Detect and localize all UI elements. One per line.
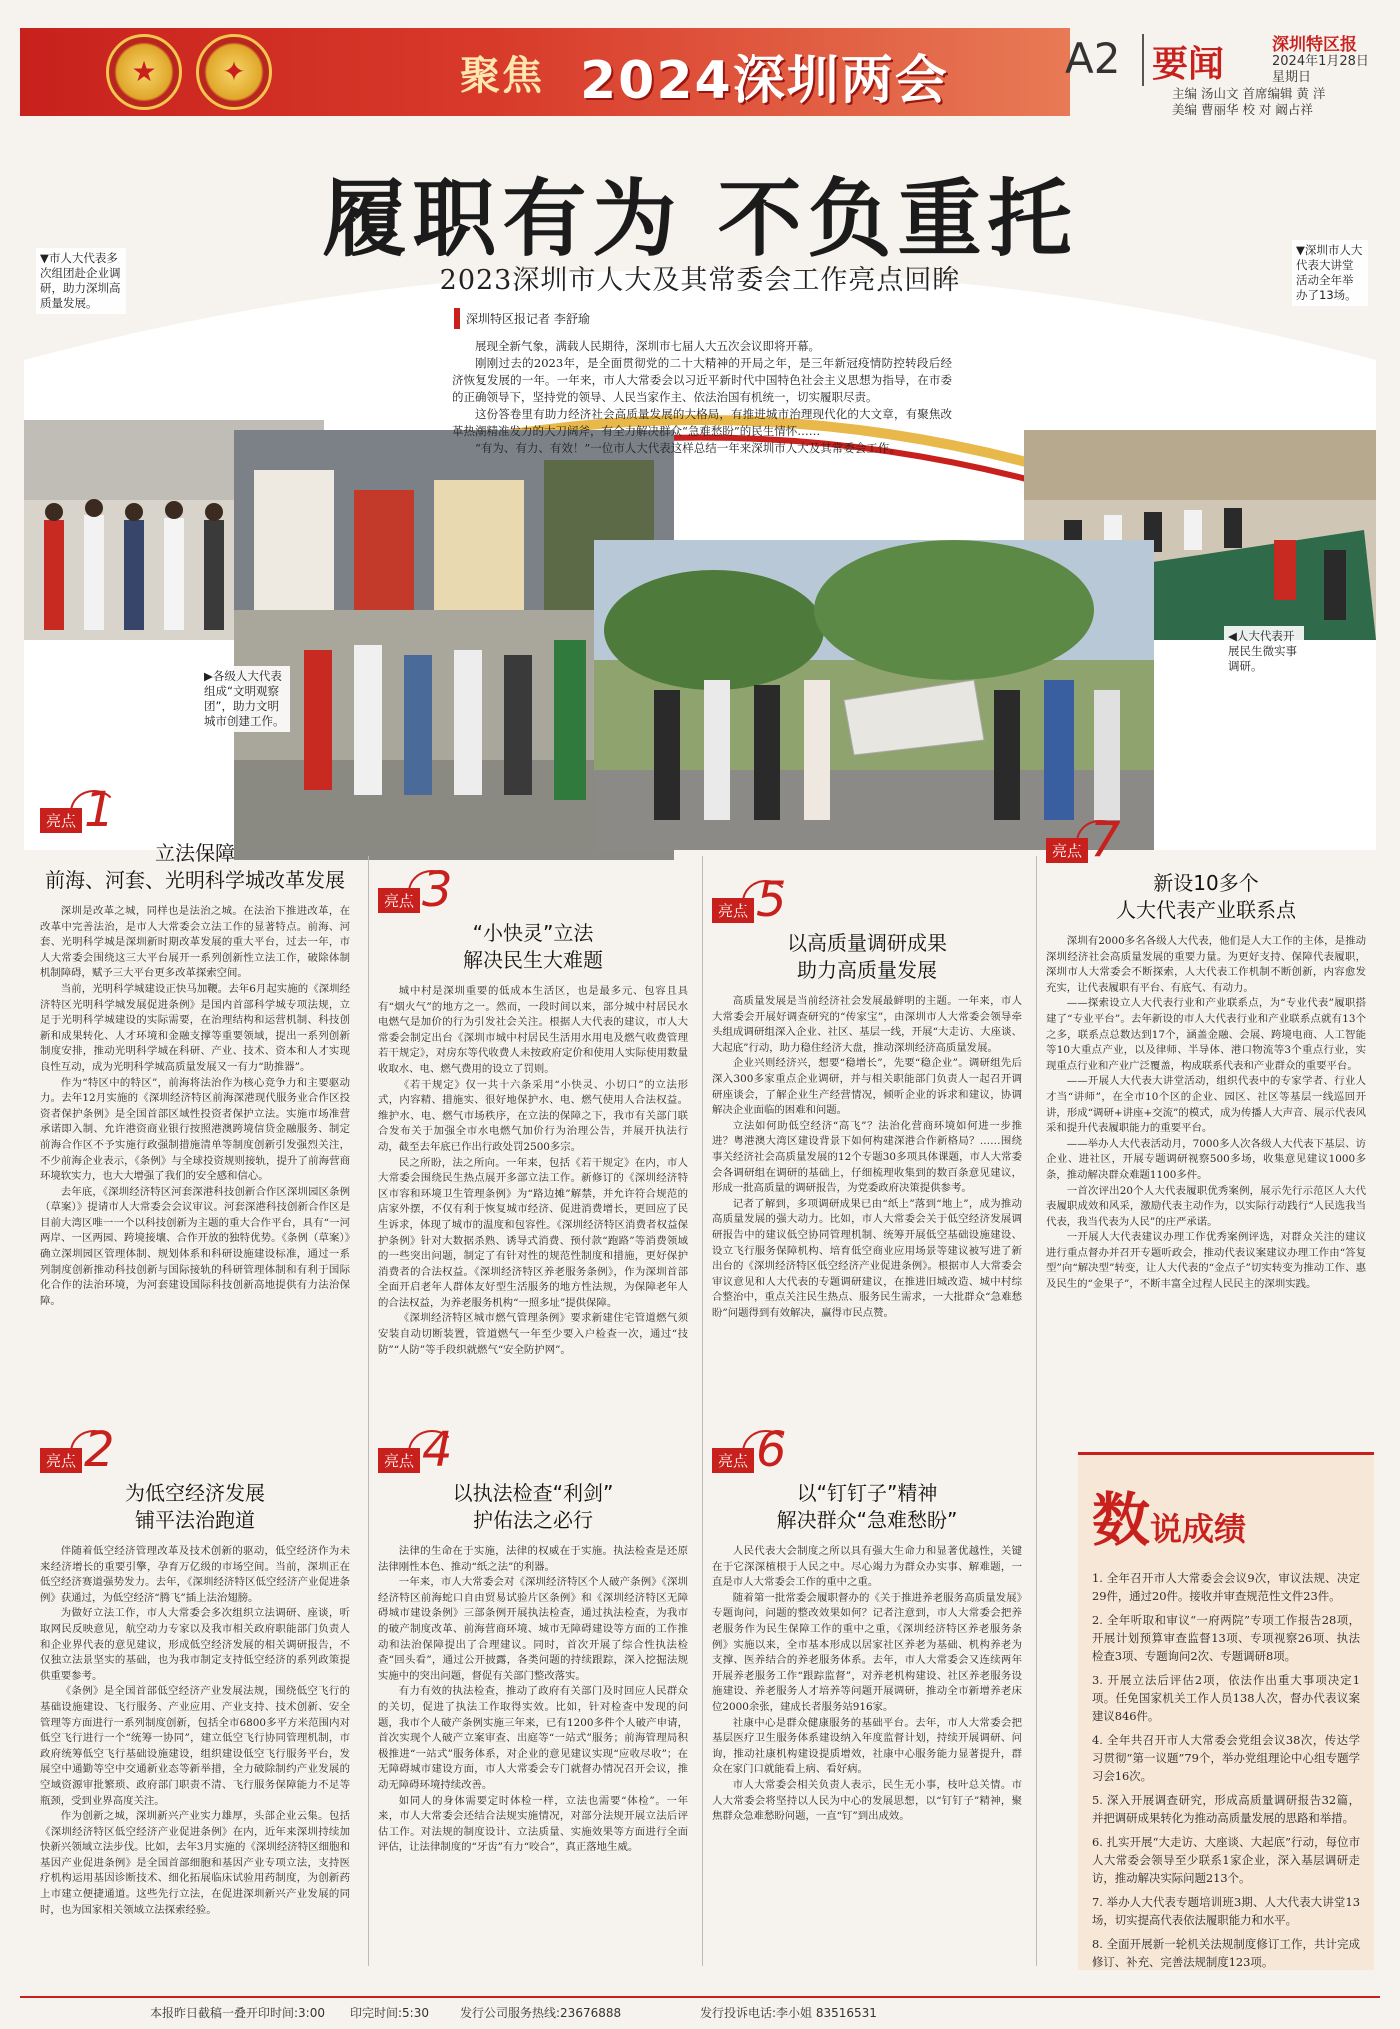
intro-paragraph: 展现全新气象，满载人民期待，深圳市七届人大五次会议即将开幕。 <box>475 339 820 353</box>
stats-item: 6. 扎实开展“大走访、大座谈、大起底”行动，每位市人大常委会领导至少联系1家企业，深入基层调研走访，推动解决实际问题213个。 <box>1092 1835 1360 1885</box>
article-paragraph: ——探索设立人大代表行业和产业联系点，为“专业代表”履职搭建了“专业平台”。去年新设的市人大代表行业和产业联系点就有13个之多，联系点总数达到17个，涵盖金融、会展、跨境电商、人工智能等10大重点产业，以及律师、半导体、港口物流等3个重点行业，实现重点行业和产业广泛覆盖，构成联系代表和产业群众的重要平台。 <box>1046 997 1366 1072</box>
highlight-label: 亮点 <box>40 1448 82 1473</box>
article-title <box>378 1480 688 1534</box>
article-paragraph: 立法如何助低空经济“高飞”？法治化营商环境如何进一步推进？粤港澳大湾区建设背景下如何构建深港合作新格局？……围绕事关经济社会高质量发展的12个专题30多项具体课题，市人大常委会各调研组在调研的基础上，仔细梳理收集到的数百条意见建议，形成一批高质量的调研报告，为党委政府决策提供参考。 <box>712 1119 1022 1195</box>
article-body <box>40 1544 350 1918</box>
article-title <box>712 930 1022 984</box>
highlight-badge <box>1046 812 1366 868</box>
highlight-article <box>378 862 688 1358</box>
article-body <box>40 904 350 1309</box>
article-title-line: 人大代表产业联系点 <box>1116 898 1296 922</box>
stats-item: 5. 深入开展调查研究，形成高质量调研报告32篇，并把调研成果转化为推动高质量发展的思路和举措。 <box>1092 1793 1360 1825</box>
highlight-article <box>1046 812 1366 1293</box>
article-paragraph: 深圳是改革之城，同样也是法治之城。在法治下推进改革，在改革中完善法治，是市人大常委会立法工作的显著特点。前海、河套、光明科学城是深圳新时期改革发展的重大平台，过去一年，市人大常委会围绕这三大平台展开一系列创新性立法工作，破除体制机制障碍，赋予三大平台更多改革探索空间。 <box>40 905 350 980</box>
highlight-badge <box>712 872 1022 928</box>
article-body <box>712 1544 1022 1825</box>
article-title <box>712 1480 1022 1534</box>
highlight-article <box>40 1422 350 1918</box>
article-paragraph: 民之所盼，法之所向。一年来，包括《若干规定》在内，市人大常委会围绕民生热点展开多部立法工作。新修订的《深圳经济特区市容和环境卫生管理条例》为“路边摊”解禁，并允许符合规范的店家外摆，不仅有利于恢复城市经济、促进消费增长，更回应了民生诉求，体现了城市的温度和包容性。《深圳经济特区消费者权益保护条例》针对大数据杀熟、诱导式消费、预付款“跑路”等消费领域的一些突出问题，制定了有针对性的规范性制度和措施，更好保护消费者的合法权益。《深圳经济特区养老服务条例》，作为深圳首部全面开启老年人群体友好型生活服务的地方性法规，为保障老年人的合法权益，为养老服务机构“一照多址”提供保障。 <box>378 1156 688 1309</box>
highlight-label: 亮点 <box>712 1448 754 1473</box>
article-body <box>378 1544 688 1856</box>
issue-date: 2024年1月28日 <box>1272 54 1369 69</box>
intro-paragraph: 这份答卷里有助力经济社会高质量发展的大格局，有推进城市治理现代化的大文章，有聚焦改革热潮精准发力的大刀阔斧，有全力解决群众“急难愁盼”的民生情怀…… <box>452 407 952 438</box>
article-paragraph: 去年底，《深圳经济特区河套深港科技创新合作区深圳园区条例（草案）》提请市人大常委会会议审议。河套深港科技创新合作区是目前大湾区唯一一个以科技创新为主题的重大合作平台，具有“一河两岸、一区两园、跨境接壤、合作开放的独特优势。《条例（草案）》确立深圳园区管理体制、规划体系和科研设施建设标准，通过一系列制度创新推动科技创新与国际接轨的科研管理体制和有利于国际化合作的法治环境，为河套建设国际科技创新高地提供有力法治保障。 <box>40 1185 350 1307</box>
article-title-line: 以高质量调研成果 <box>787 931 947 955</box>
section-title: 2024深圳两会 <box>580 51 949 111</box>
stats-title: 数说成绩 <box>1092 1486 1247 1554</box>
highlight-badge <box>378 862 688 918</box>
article-paragraph: 一首次评出20个人大代表履职优秀案例，展示先行示范区人大代表履职成效和风采，激励代表主动作为，以实际行动践行“人民选我当代表，我当代表为人民”的庄严承诺。 <box>1046 1184 1366 1228</box>
article-title-line: 解决群众“急难愁盼” <box>776 1508 958 1532</box>
footer-print-end: 印完时间:5:30 <box>350 2006 429 2020</box>
page-headline: 履职有为 不负重托 <box>322 170 1078 268</box>
article-paragraph: 法律的生命在于实施，法律的权威在于实施。执法检查是还原法律刚性本色、推动“纸之法”的利器。 <box>378 1545 688 1573</box>
article-title <box>378 920 688 974</box>
article-title-line: 立法保障 <box>155 841 235 865</box>
footer-service-line: 发行公司服务热线:23676888 <box>460 2006 622 2020</box>
intro-text <box>452 338 952 457</box>
stats-item: 4. 全年共召开市人大常委会党组会议38次，传达学习贯彻“第一议题”79个，举办党组理论中心组专题学习会16次。 <box>1092 1733 1360 1783</box>
article-title-line: 护佑法之必行 <box>473 1508 593 1532</box>
caption-right: ▼深圳市人大代表大讲堂活动全年举办了13场。 <box>1292 240 1368 306</box>
footer-complaint-line: 发行投诉电话:李小姐 83516531 <box>700 2006 877 2020</box>
highlight-number: 7 <box>1090 812 1121 868</box>
article-paragraph: 《若干规定》仅一共十六条采用“小快灵、小切口”的立法形式，内容精、措施实、很好地保护水、电、燃气使用人合法权益。维护水、电、燃气市场秩序，在立法的保障之下，我市有关部门联合发布关于加强全市水电燃气加价行为治理公告，并展开执法行动，截至去年底已作出行政处罚2500多宗。 <box>378 1078 688 1153</box>
highlight-number: 5 <box>756 872 787 928</box>
article-paragraph: ——开展人大代表大讲堂活动，组织代表中的专家学者、行业人才当“讲师”，在全市10个区的企业、园区、社区等基层一线巡回开讲，形成“调研+讲座+交流”的模式，成为传播人大声音、展示代表风采和提升代表履职能力的重要平台。 <box>1046 1075 1366 1135</box>
article-paragraph: 社康中心是群众健康服务的基础平台。去年，市人大常委会把基层医疗卫生服务体系建设纳入年度监督计划，持续开展调研、问询，推动社康机构建设提质增效，社康中心服务能力显著提升，群众在家门口就能看上病、看好病。 <box>712 1716 1022 1776</box>
editor-credits: 主编 汤山文 首席编辑 黄 洋 美编 曹丽华 校 对 阚占祥 <box>1172 86 1326 117</box>
highlight-label: 亮点 <box>378 1448 420 1473</box>
caption-mid: ▶各级人大代表组成“文明观察团”，助力文明城市创建工作。 <box>200 666 290 732</box>
stats-item: 8. 全面开展新一轮机关法规制度修订工作，共计完成修订、补充、完善法规制度123项。 <box>1092 1937 1360 1969</box>
issue-weekday: 星期日 <box>1272 70 1312 85</box>
article-paragraph: 一年来，市人大常委会对《深圳经济特区个人破产条例》《深圳经济特区前海蛇口自由贸易试验片区条例》和《深圳经济特区无障碍城市建设条例》三部条例开展执法检查，通过执法检查，为我市的破产制度改革、前海营商环境、城市无障碍建设等方面的工作推动和法治保障提出了合理建议。同时，首次开展了综合性执法检查“回头看”，通过公开披露，各类问题的持续跟踪，深入挖掘法规实施中的突出问题，督促有关部门整改落实。 <box>378 1576 688 1682</box>
page-number: A2 <box>1065 34 1121 83</box>
article-paragraph: 市人大常委会相关负责人表示，民生无小事，枝叶总关情。市人大常委会将坚持以人民为中心的发展思想，以“钉钉子”精神，聚焦群众急难愁盼问题，一直“钉”到出成效。 <box>712 1778 1022 1823</box>
footer-print-start: 本报昨日截稿一叠开印时间:3:00 <box>150 2006 325 2020</box>
photo-collage <box>24 210 1376 850</box>
article-paragraph: 城中村是深圳重要的低成本生活区，也是最多元、包容且具有“烟火气”的地方之一。然而，一段时间以来，部分城中村居民水电燃气是加价的行为引发社会关注。根据人大代表的建议，市人大常委会制定出台《深圳市城中村居民生活用水用电及燃气收费管理若干规定》，对房东等代收费人未按政府定价和使用人实际使用数量收取水、电、燃气费用的设立了罚则。 <box>378 985 688 1075</box>
article-title-line: 为低空经济发展 <box>125 1481 265 1505</box>
article-paragraph: 《深圳经济特区城市燃气管理条例》要求新建住宅管道燃气须安装自动切断装置，管道燃气一年至少要入户检查一次，通过“技防”“人防”等手段织就燃气“安全防护网”。 <box>378 1312 688 1356</box>
intro-paragraph: 刚刚过去的2023年，是全面贯彻党的二十大精神的开局之年，是三年新冠疫情防控转段后经济恢复发展的一年。一年来，市人大常委会以习近平新时代中国特色社会主义思想为指导，在市委的正确领导下，坚持党的领导、人民当家作主、依法治国有机统一，切实履职尽责。 <box>452 356 952 404</box>
stats-item: 7. 举办人大代表专题培训班3期、人大代表大讲堂13场，切实提高代表依法履职能力和水平。 <box>1092 1895 1360 1927</box>
stats-item: 1. 全年召开市人大常委会会议9次，审议法规、决定29件，通过20件。接收并审查规范性文件23件。 <box>1092 1571 1360 1603</box>
article-paragraph: 人民代表大会制度之所以具有强大生命力和显著优越性，关键在于它深深植根于人民之中。尽心竭力为群众办实事、解难题，一直是市人大常委会工作的重中之重。 <box>712 1545 1022 1589</box>
highlight-number: 6 <box>756 1422 787 1478</box>
highlight-article <box>378 1422 688 1856</box>
highlight-number: 2 <box>84 1422 115 1478</box>
highlight-article <box>712 872 1022 1321</box>
highlight-badge <box>378 1422 688 1478</box>
newspaper-name: 深圳特区报 <box>1272 35 1357 55</box>
highlight-badge <box>40 782 350 838</box>
article-paragraph: 企业兴则经济兴，想要“稳增长”，先要“稳企业”。调研组先后深入300多家重点企业调研，并与相关职能部门负责人一起召开调研座谈会，了解企业生产经营情况，倾听企业的诉求和建议，协调解决企业面临的困难和问题。 <box>712 1057 1022 1117</box>
article-paragraph: 高质量发展是当前经济社会发展最鲜明的主题。一年来，市人大常委会开展好调查研究的“传家宝”，由深圳市人大常委会领导牵头组成调研组深入企业、社区、基层一线，开展“大走访、大座谈、大起底”行动，助力稳住经济大盘，推动深圳经济高质量发展。 <box>712 995 1022 1054</box>
stats-item: 2. 全年听取和审议“一府两院”专项工作报告28项，开展计划预算审查监督13项、专项视察26项、执法检查3项、专题询问2次、专题调研8项。 <box>1092 1613 1360 1663</box>
article-paragraph: 作为创新之城，深圳新兴产业实力雄厚，头部企业云集。包括《深圳经济特区低空经济产业促进条例》在内，近年来深圳持续加快新兴领域立法步伐。比如，去年3月实施的《深圳经济特区细胞和基因产业促进条例》是全国首部细胞和基因产业专项立法，支持医疗机构运用基因诊断技术、细化拓展临床试验用药制度，为创新药上市建立便捷通道。这些先行立法，在促进深圳新兴产业发展的同时，也为国家相关领域立法探索经验。 <box>40 1810 350 1916</box>
column-divider <box>368 856 369 1966</box>
article-title <box>40 840 350 894</box>
article-title <box>40 1480 350 1534</box>
highlight-article <box>40 782 350 1309</box>
article-paragraph: 作为“特区中的特区”，前海将法治作为核心竞争力和主要驱动力。去年12月实施的《深圳经济特区前海深港现代服务业合作区投资者保护条例》是全国首部区域性投资者保护立法。实施市场准营承诺即入制、允许港资商业银行按照港澳跨境信贷金融服务、制定前海合作区不予实施行政强制措施清单等制度创新引发强烈关注，不少前海企业表示，《条例》与全球投资规则接轨，提升了前海营商环境软实力，也大大增强了我们的安全感和信心。 <box>40 1076 350 1183</box>
article-paragraph: 当前，光明科学城建设正快马加鞭。去年6月起实施的《深圳经济特区光明科学城发展促进条例》是国内首部科学城专项法规，立足于光明科学城建设的实际需要，在治理结构和运营机制、科技创新和成果转化、人才环境和金融支撑等重要领域，提出一系列创新制度安排，推动光明科学城在科研、产业、技术、资本和人才实现良性互动，成为光明科学城高质量发展又一有力“助推器”。 <box>40 982 350 1073</box>
article-title-line: “小快灵”立法 <box>472 921 594 945</box>
caption-left: ▼市人大代表多次组团赴企业调研，助力深圳高质量发展。 <box>36 248 126 314</box>
article-paragraph: 《条例》是全国首部低空经济产业发展法规，围绕低空飞行的基础设施建设、飞行服务、产业应用、产业支持、技术创新、安全管理等方面进行一系列制度创新，包括全市6800多平方米范围内对低空飞行进行一个“统筹一协同”，建立低空飞行协同管理机制，市政府统筹低空飞行基础设施建设，组织建设低空飞行服务平台，发展空中通勤等空中交通新业态等新举措，全力破除制约产业发展的空域资源审批繁琐、政府部门职责不清、飞行服务保障能力不足等瓶颈，受到业界高度关注。 <box>40 1685 350 1807</box>
article-paragraph: 记者了解到，多项调研成果已由“纸上”落到“地上”，成为推动高质量发展的强大动力。比如，市人大常委会关于低空经济发展调研报告中的建议低空协同管理机制、统筹开展低空基础设施建设、设立飞行服务保障机构、培育低空商业应用场景等建议被写进了新出台的《深圳经济特区低空经济产业促进条例》。根据市人大常委会审议意见和人大代表的专题调研建议，在推进旧城改造、城中村综合整治中，重点关注民生热点、服务民生需求，一大批群众“急难愁盼”问题得到有效解决，赢得市民点赞。 <box>712 1197 1022 1319</box>
article-title-line: 以“钉钉子”精神 <box>796 1481 938 1505</box>
article-body <box>378 984 688 1358</box>
highlight-number: 3 <box>422 862 453 918</box>
intro-paragraph: “有为、有力、有效！”一位市人大代表这样总结一年来深圳市人大及其常委会工作。 <box>475 441 901 455</box>
article-paragraph: 一开展人大代表建议办理工作优秀案例评选，对群众关注的建议进行重点督办并召开专题听政会，推动代表议案建议办理工作由“答复型”向“解决型”转变，让人大代表的“金点子”切实转变为推动工作、惠及民生的“金果子”，不断丰富全过程人民民主的深圳实践。 <box>1046 1231 1366 1291</box>
highlight-article <box>712 1422 1022 1825</box>
masthead <box>20 28 1380 116</box>
photo-community-research <box>594 540 1154 850</box>
column-divider <box>1036 856 1037 1966</box>
national-emblem-icon: ★ <box>106 34 182 110</box>
page-subhead: 2023深圳市人大及其常委会工作亮点回眸 <box>439 265 961 296</box>
article-paragraph: 伴随着低空经济管理改革及技术创新的驱动，低空经济作为未来经济增长的重要引擎，孕育万亿级的市场空间。当前，深圳正在低空经济赛道强势发力。去年，《深圳经济特区低空经济产业促进条例》获通过，为低空经济“腾飞”插上法治翅膀。 <box>40 1545 350 1604</box>
byline: 深圳特区报记者 李舒瑜 <box>454 308 596 329</box>
article-title-line: 铺平法治跑道 <box>135 1508 255 1532</box>
divider <box>1142 34 1144 86</box>
article-paragraph: 为做好立法工作，市人大常委会多次组织立法调研、座谈，听取网民反映意见，航空动力专家以及我市相关政府职能部门负责人和企业界代表的意见建议，形成低空经济发展的相关调研报告，不仅独立法景坚实的基础，也为我市制定支持低空经济的系列政策提供重要参考。 <box>40 1607 350 1682</box>
article-paragraph: 随着第一批常委会履职督办的《关于推进养老服务高质量发展》专题询问，问题的整改效果如何？记者注意到，市人大常委会把养老服务作为民生保障工作的重中之重，《深圳经济特区养老服务条例》实施以来，全市基本形成以居家社区养老为基础、机构养老为支撑、医养结合的养老服务体系。去年，市人大常委会又连续两年开展养老服务工作“跟踪监督”，对养老机构建设、社区养老服务设施建设、养老服务人才培养等问题开展调研，推动全市新增养老床位2000余张，建成长者服务站916家。 <box>712 1591 1022 1713</box>
article-title-line: 前海、河套、光明科学城改革发展 <box>45 868 345 892</box>
article-title-line: 以执法检查“利剑” <box>452 1481 614 1505</box>
article-title-line: 新设10多个 <box>1153 871 1259 895</box>
stats-item: 3. 开展立法后评估2项，依法作出重大事项决定1项。任免国家机关工作人员138人次，督办代表议案建议846件。 <box>1092 1673 1360 1723</box>
highlight-number: 1 <box>84 782 115 838</box>
article-paragraph: ——举办人大代表活动月，7000多人次各级人大代表下基层、访企业、进社区，开展专题调研视察500多场，收集意见建议1000多条，推动解决群众难题1100多件。 <box>1046 1137 1366 1181</box>
article-paragraph: 有力有效的执法检查，推动了政府有关部门及时回应人民群众的关切，促进了执法工作取得实效。比如，针对检查中发现的问题，我市个人破产条例实施三年来，已有1200多件个人破产申请，首次实现个人破产立案审查、出庭等“一站式”服务；前海管理局积极推进“一站式”服务体系，对企业的意见建议实现“应收尽收”；在无障碍城市建设方面，市人大常委会专门就督办情况召开会议，推动无障碍环境持续改善。 <box>378 1685 688 1791</box>
article-title-line: 解决民生大难题 <box>463 948 603 972</box>
cppcc-emblem-icon: ✦ <box>196 34 272 110</box>
stats-list <box>1092 1569 1360 1971</box>
column-divider <box>702 856 703 1966</box>
section-focus-label: 聚焦 <box>460 53 544 99</box>
article-title-line: 助力高质量发展 <box>797 958 937 982</box>
highlight-label: 亮点 <box>40 808 82 833</box>
caption-midright: ◀人大代表开展民生微实事调研。 <box>1224 626 1304 677</box>
highlight-number: 4 <box>422 1422 453 1478</box>
masthead-banner <box>20 28 1070 116</box>
stats-box <box>1078 1452 1374 1970</box>
highlight-label: 亮点 <box>378 888 420 913</box>
article-body <box>712 994 1022 1321</box>
article-paragraph: 深圳有2000多名各级人大代表，他们是人大工作的主体，是推动深圳经济社会高质量发展的重要力量。为更好支持、保障代表履职，深圳市人大常委会不断探索，人大代表工作机制不断创新，内容愈发充实，让代表履职有平台、有底气、有动力。 <box>1046 935 1366 994</box>
highlight-label: 亮点 <box>1046 838 1088 863</box>
highlight-badge <box>712 1422 1022 1478</box>
article-body <box>1046 934 1366 1293</box>
article-paragraph: 如同人的身体需要定时体检一样，立法也需要“体检”。一年来，市人大常委会还结合法规实施情况，对部分法规开展立法后评估工作。对法规的制度设计、立法质量、实施效果等方面进行全面评估，让法律制度的“牙齿”有力“咬合”，真正落地生威。 <box>378 1794 688 1854</box>
section-name: 要闻 <box>1152 44 1225 85</box>
highlight-badge <box>40 1422 350 1478</box>
article-title <box>1046 870 1366 924</box>
highlight-label: 亮点 <box>712 898 754 923</box>
footer <box>20 1996 1380 2022</box>
